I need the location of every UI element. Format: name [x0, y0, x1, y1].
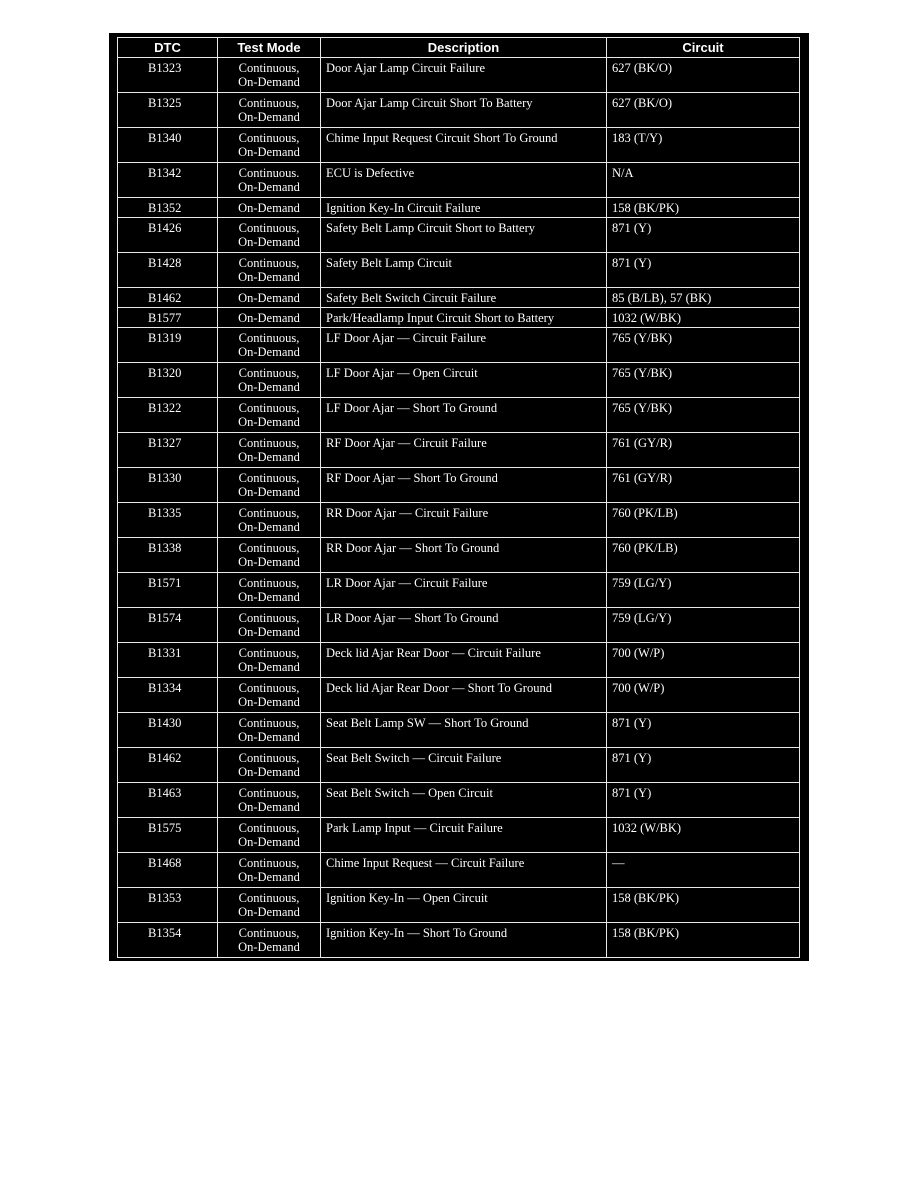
test-mode-cell	[218, 253, 321, 288]
table-row	[118, 218, 800, 253]
dtc-cell: B1571	[118, 573, 218, 608]
test-mode-cell	[218, 608, 321, 643]
test-mode-line: On-Demand	[238, 590, 300, 604]
test-mode-line: Continuous,	[238, 751, 300, 765]
table-row	[118, 468, 800, 503]
circuit-cell: 871 (Y)	[607, 218, 800, 253]
table-row	[118, 253, 800, 288]
description-cell: Chime Input Request — Circuit Failure	[321, 853, 607, 888]
test-mode-line: Continuous,	[238, 436, 300, 450]
circuit-cell: 700 (W/P)	[607, 678, 800, 713]
description-cell: Door Ajar Lamp Circuit Failure	[321, 58, 607, 93]
test-mode-cell	[218, 308, 321, 328]
table-row	[118, 538, 800, 573]
dtc-cell: B1462	[118, 288, 218, 308]
description-cell: LR Door Ajar — Short To Ground	[321, 608, 607, 643]
dtc-cell: B1575	[118, 818, 218, 853]
test-mode-line: On-Demand	[238, 415, 300, 429]
test-mode-line: On-Demand	[238, 110, 300, 124]
dtc-cell: B1319	[118, 328, 218, 363]
table-row	[118, 678, 800, 713]
test-mode-line: Continuous,	[238, 221, 300, 235]
test-mode-cell	[218, 328, 321, 363]
test-mode-line: Continuous,	[238, 331, 300, 345]
table-row	[118, 923, 800, 958]
test-mode-line: Continuous,	[238, 926, 300, 940]
circuit-cell: 158 (BK/PK)	[607, 198, 800, 218]
dtc-cell: B1323	[118, 58, 218, 93]
dtc-cell: B1322	[118, 398, 218, 433]
test-mode-cell	[218, 888, 321, 923]
dtc-cell: B1352	[118, 198, 218, 218]
test-mode-line: On-Demand	[238, 380, 300, 394]
table-row	[118, 363, 800, 398]
circuit-cell: 158 (BK/PK)	[607, 923, 800, 958]
test-mode-line: On-Demand	[238, 765, 300, 779]
test-mode-line: Continuous,	[238, 681, 300, 695]
test-mode-cell	[218, 363, 321, 398]
test-mode-line: Continuous,	[238, 716, 300, 730]
circuit-cell: —	[607, 853, 800, 888]
test-mode-line: On-Demand	[238, 835, 300, 849]
test-mode-line: On-Demand	[238, 695, 300, 709]
table-body	[118, 58, 800, 958]
circuit-cell: 760 (PK/LB)	[607, 503, 800, 538]
description-cell: Park Lamp Input — Circuit Failure	[321, 818, 607, 853]
header-description: Description	[321, 38, 607, 58]
test-mode-line: On-Demand	[238, 730, 300, 744]
circuit-cell: 700 (W/P)	[607, 643, 800, 678]
description-cell: Chime Input Request Circuit Short To Ground	[321, 128, 607, 163]
table-row	[118, 503, 800, 538]
test-mode-line: Continuous,	[238, 96, 300, 110]
test-mode-line: On-Demand	[238, 485, 300, 499]
test-mode-line: On-Demand	[238, 270, 300, 284]
circuit-cell: 760 (PK/LB)	[607, 538, 800, 573]
dtc-cell: B1330	[118, 468, 218, 503]
table-row	[118, 328, 800, 363]
dtc-cell: B1354	[118, 923, 218, 958]
description-cell: RR Door Ajar — Circuit Failure	[321, 503, 607, 538]
test-mode-line: Continuous,	[238, 611, 300, 625]
description-cell: LF Door Ajar — Circuit Failure	[321, 328, 607, 363]
description-cell: Door Ajar Lamp Circuit Short To Battery	[321, 93, 607, 128]
test-mode-line: On-Demand	[238, 625, 300, 639]
description-cell: RF Door Ajar — Short To Ground	[321, 468, 607, 503]
dtc-cell: B1574	[118, 608, 218, 643]
test-mode-line: On-Demand	[238, 520, 300, 534]
test-mode-line: Continuous,	[238, 256, 300, 270]
test-mode-cell	[218, 198, 321, 218]
test-mode-line: On-Demand	[238, 311, 300, 325]
test-mode-line: Continuous,	[238, 541, 300, 555]
test-mode-cell	[218, 433, 321, 468]
description-cell: Deck lid Ajar Rear Door — Circuit Failure	[321, 643, 607, 678]
test-mode-line: Continuous,	[238, 401, 300, 415]
circuit-cell: 158 (BK/PK)	[607, 888, 800, 923]
circuit-cell: 627 (BK/O)	[607, 93, 800, 128]
dtc-cell: B1463	[118, 783, 218, 818]
dtc-cell: B1430	[118, 713, 218, 748]
test-mode-cell	[218, 58, 321, 93]
dtc-cell: B1462	[118, 748, 218, 783]
circuit-cell: 759 (LG/Y)	[607, 573, 800, 608]
test-mode-line: Continuous,	[238, 821, 300, 835]
circuit-cell: 871 (Y)	[607, 253, 800, 288]
table-row	[118, 198, 800, 218]
table-row	[118, 853, 800, 888]
dtc-cell: B1335	[118, 503, 218, 538]
description-cell: Seat Belt Switch — Circuit Failure	[321, 748, 607, 783]
test-mode-line: Continuous,	[238, 856, 300, 870]
description-cell: LF Door Ajar — Open Circuit	[321, 363, 607, 398]
dtc-table	[117, 37, 800, 958]
circuit-cell: 871 (Y)	[607, 713, 800, 748]
test-mode-line: On-Demand	[238, 660, 300, 674]
description-cell: RR Door Ajar — Short To Ground	[321, 538, 607, 573]
description-cell: Seat Belt Lamp SW — Short To Ground	[321, 713, 607, 748]
test-mode-line: On-Demand	[238, 75, 300, 89]
test-mode-cell	[218, 163, 321, 198]
test-mode-line: On-Demand	[238, 235, 300, 249]
table-row	[118, 398, 800, 433]
description-cell: LF Door Ajar — Short To Ground	[321, 398, 607, 433]
test-mode-line: Continuous.	[238, 166, 300, 180]
test-mode-line: Continuous,	[238, 576, 300, 590]
circuit-cell: 871 (Y)	[607, 748, 800, 783]
table-row	[118, 888, 800, 923]
table-row	[118, 163, 800, 198]
test-mode-cell	[218, 93, 321, 128]
test-mode-line: On-Demand	[238, 940, 300, 954]
test-mode-line: On-Demand	[238, 345, 300, 359]
test-mode-cell	[218, 288, 321, 308]
description-cell: Ignition Key-In Circuit Failure	[321, 198, 607, 218]
test-mode-line: Continuous,	[238, 61, 300, 75]
dtc-cell: B1577	[118, 308, 218, 328]
test-mode-cell	[218, 643, 321, 678]
circuit-cell: 1032 (W/BK)	[607, 308, 800, 328]
circuit-cell: 1032 (W/BK)	[607, 818, 800, 853]
header-test-mode: Test Mode	[218, 38, 321, 58]
test-mode-line: Continuous,	[238, 786, 300, 800]
test-mode-line: Continuous,	[238, 506, 300, 520]
description-cell: Ignition Key-In — Open Circuit	[321, 888, 607, 923]
dtc-cell: B1428	[118, 253, 218, 288]
test-mode-line: Continuous,	[238, 471, 300, 485]
test-mode-line: Continuous,	[238, 646, 300, 660]
table-row	[118, 818, 800, 853]
circuit-cell: 183 (T/Y)	[607, 128, 800, 163]
test-mode-cell	[218, 128, 321, 163]
circuit-cell: 627 (BK/O)	[607, 58, 800, 93]
description-cell: RF Door Ajar — Circuit Failure	[321, 433, 607, 468]
circuit-cell: 765 (Y/BK)	[607, 398, 800, 433]
test-mode-cell	[218, 398, 321, 433]
table-row	[118, 573, 800, 608]
table-row	[118, 748, 800, 783]
test-mode-line: Continuous,	[238, 891, 300, 905]
test-mode-line: Continuous,	[238, 366, 300, 380]
description-cell: Safety Belt Switch Circuit Failure	[321, 288, 607, 308]
dtc-table-sheet	[109, 33, 809, 961]
table-row	[118, 643, 800, 678]
description-cell: Seat Belt Switch — Open Circuit	[321, 783, 607, 818]
circuit-cell: 765 (Y/BK)	[607, 363, 800, 398]
circuit-cell: 85 (B/LB), 57 (BK)	[607, 288, 800, 308]
description-cell: Safety Belt Lamp Circuit	[321, 253, 607, 288]
circuit-cell: 759 (LG/Y)	[607, 608, 800, 643]
circuit-cell: 761 (GY/R)	[607, 468, 800, 503]
test-mode-cell	[218, 748, 321, 783]
circuit-cell: 761 (GY/R)	[607, 433, 800, 468]
test-mode-cell	[218, 678, 321, 713]
description-cell: Deck lid Ajar Rear Door — Short To Ground	[321, 678, 607, 713]
test-mode-line: On-Demand	[238, 905, 300, 919]
dtc-cell: B1353	[118, 888, 218, 923]
description-cell: LR Door Ajar — Circuit Failure	[321, 573, 607, 608]
test-mode-line: On-Demand	[238, 450, 300, 464]
dtc-cell: B1338	[118, 538, 218, 573]
header-dtc: DTC	[118, 38, 218, 58]
dtc-cell: B1340	[118, 128, 218, 163]
dtc-cell: B1468	[118, 853, 218, 888]
test-mode-line: On-Demand	[238, 180, 300, 194]
description-cell: Ignition Key-In — Short To Ground	[321, 923, 607, 958]
table-row	[118, 433, 800, 468]
test-mode-cell	[218, 218, 321, 253]
test-mode-cell	[218, 853, 321, 888]
test-mode-line: Continuous,	[238, 131, 300, 145]
test-mode-line: On-Demand	[238, 201, 300, 215]
table-row	[118, 783, 800, 818]
test-mode-line: On-Demand	[238, 145, 300, 159]
dtc-cell: B1325	[118, 93, 218, 128]
test-mode-cell	[218, 923, 321, 958]
table-header-row	[118, 38, 800, 58]
dtc-cell: B1334	[118, 678, 218, 713]
table-row	[118, 93, 800, 128]
table-row	[118, 608, 800, 643]
test-mode-line: On-Demand	[238, 870, 300, 884]
table-row	[118, 713, 800, 748]
test-mode-line: On-Demand	[238, 555, 300, 569]
table-row	[118, 128, 800, 163]
dtc-cell: B1342	[118, 163, 218, 198]
table-row	[118, 58, 800, 93]
test-mode-line: On-Demand	[238, 800, 300, 814]
test-mode-cell	[218, 818, 321, 853]
test-mode-cell	[218, 783, 321, 818]
dtc-cell: B1331	[118, 643, 218, 678]
table-row	[118, 288, 800, 308]
dtc-cell: B1327	[118, 433, 218, 468]
description-cell: Park/Headlamp Input Circuit Short to Battery	[321, 308, 607, 328]
test-mode-cell	[218, 713, 321, 748]
dtc-cell: B1426	[118, 218, 218, 253]
table-row	[118, 308, 800, 328]
circuit-cell: N/A	[607, 163, 800, 198]
test-mode-cell	[218, 503, 321, 538]
description-cell: ECU is Defective	[321, 163, 607, 198]
circuit-cell: 871 (Y)	[607, 783, 800, 818]
test-mode-line: On-Demand	[238, 291, 300, 305]
dtc-cell: B1320	[118, 363, 218, 398]
description-cell: Safety Belt Lamp Circuit Short to Battery	[321, 218, 607, 253]
circuit-cell: 765 (Y/BK)	[607, 328, 800, 363]
test-mode-cell	[218, 573, 321, 608]
header-circuit: Circuit	[607, 38, 800, 58]
test-mode-cell	[218, 468, 321, 503]
test-mode-cell	[218, 538, 321, 573]
